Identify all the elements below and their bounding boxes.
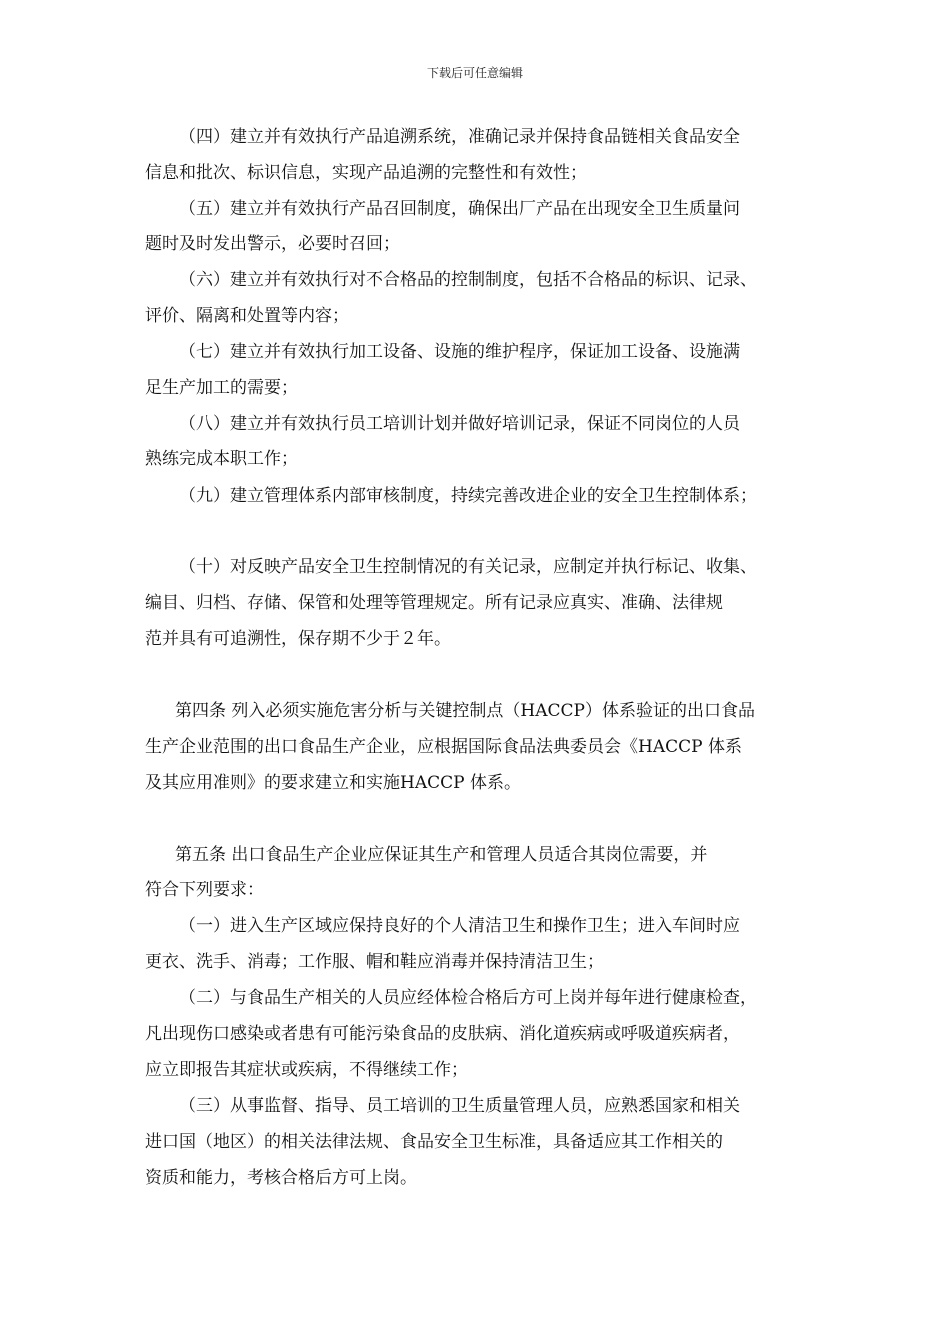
text-line: 评价、隔离和处置等内容； <box>145 306 349 326</box>
text-line: （十）对反映产品安全卫生控制情况的有关记录，应制定并执行标记、收集、 <box>179 557 757 577</box>
text-line: 熟练完成本职工作； <box>145 449 298 469</box>
page-header: 下载后可任意编辑 <box>426 66 523 80</box>
text-line: 及其应用准则》的要求建立和实施HACCP 体系。 <box>145 773 521 793</box>
text-line: （七）建立并有效执行加工设备、设施的维护程序，保证加工设备、设施满 <box>179 342 740 362</box>
text-line: 第四条 列入必须实施危害分析与关键控制点（HACCP）体系验证的出口食品 <box>175 701 755 721</box>
text-line: 范并具有可追溯性，保存期不少于２年。 <box>145 629 451 649</box>
text-line: （八）建立并有效执行员工培训计划并做好培训记录，保证不同岗位的人员 <box>179 414 740 434</box>
text-line: （六）建立并有效执行对不合格品的控制制度，包括不合格品的标识、记录、 <box>179 270 757 290</box>
text-line: 凡出现伤口感染或者患有可能污染食品的皮肤病、消化道疾病或呼吸道疾病者， <box>145 1024 740 1044</box>
text-line: 题时及时发出警示，必要时召回； <box>145 234 400 254</box>
text-line: 更衣、洗手、消毒；工作服、帽和鞋应消毒并保持清洁卫生； <box>145 952 604 972</box>
text-line: （五）建立并有效执行产品召回制度，确保出厂产品在出现安全卫生质量问 <box>179 199 740 219</box>
text-line: 生产企业范围的出口食品生产企业，应根据国际食品法典委员会《HACCP 体系 <box>145 737 742 757</box>
text-line: 资质和能力，考核合格后方可上岗。 <box>145 1168 417 1188</box>
text-line: 进口国（地区）的相关法律法规、食品安全卫生标准，具备适应其工作相关的 <box>145 1132 723 1152</box>
text-line: （一）进入生产区域应保持良好的个人清洁卫生和操作卫生；进入车间时应 <box>179 916 740 936</box>
text-line: 信息和批次、标识信息，实现产品追溯的完整性和有效性； <box>145 163 587 183</box>
text-line: 符合下列要求： <box>145 880 264 900</box>
text-line: 足生产加工的需要； <box>145 378 298 398</box>
text-line: （二）与食品生产相关的人员应经体检合格后方可上岗并每年进行健康检查， <box>179 988 757 1008</box>
text-line: （三）从事监督、指导、员工培训的卫生质量管理人员，应熟悉国家和相关 <box>179 1096 740 1116</box>
text-line: 第五条 出口食品生产企业应保证其生产和管理人员适合其岗位需要，并 <box>175 845 708 865</box>
text-line: 编目、归档、存储、保管和处理等管理规定。所有记录应真实、准确、法律规 <box>145 593 723 613</box>
text-line: （九）建立管理体系内部审核制度，持续完善改进企业的安全卫生控制体系； <box>179 486 757 506</box>
text-line: 应立即报告其症状或疾病，不得继续工作； <box>145 1060 468 1080</box>
text-line: （四）建立并有效执行产品追溯系统，准确记录并保持食品链相关食品安全 <box>179 127 740 147</box>
